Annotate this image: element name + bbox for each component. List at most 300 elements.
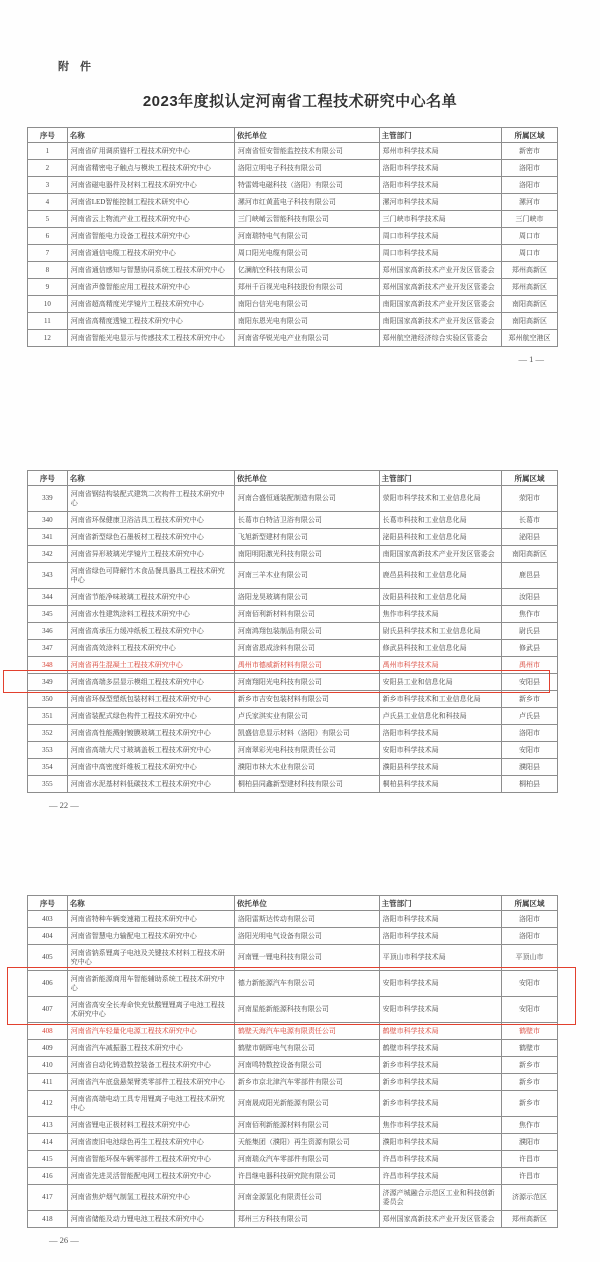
table-row	[28, 691, 558, 708]
cell-seq: 404	[28, 928, 68, 945]
table-row	[28, 262, 558, 279]
cell-seq: 4	[28, 194, 68, 211]
table-header	[28, 471, 558, 486]
cell-dept: 南阳国家高新技术产业开发区管委会	[379, 296, 501, 313]
cell-region: 安阳县	[501, 674, 557, 691]
cell-unit: 南阳台信光电有限公司	[234, 296, 379, 313]
cell-unit: 郑州千百视光电科技股份有限公司	[234, 279, 379, 296]
cell-region: 新乡市	[501, 1057, 557, 1074]
cell-name: 河南省超高精度光学镜片工程技术研究中心	[67, 296, 234, 313]
cell-name: 河南省高端多层显示模组工程技术研究中心	[67, 674, 234, 691]
cell-name: 河南省通信电缆工程技术研究中心	[67, 245, 234, 262]
cell-seq: 417	[28, 1185, 68, 1211]
cell-name: 河南省自动化铸造数控装备工程技术研究中心	[67, 1057, 234, 1074]
cell-name: 河南省汽车底盘悬架臂类零部件工程技术研究中心	[67, 1074, 234, 1091]
cell-region: 洛阳市	[501, 928, 557, 945]
cell-name: 河南省磁电器件及材料工程技术研究中心	[67, 177, 234, 194]
column-header-dept: 主管部门	[379, 896, 501, 911]
cell-name: 河南省高精度透镜工程技术研究中心	[67, 313, 234, 330]
results-table	[27, 895, 558, 1228]
cell-name: 河南省高效涂料工程技术研究中心	[67, 640, 234, 657]
table-header	[28, 896, 558, 911]
cell-name: 河南省钢结构装配式建筑二次构件工程技术研究中心	[67, 486, 234, 512]
table-row	[28, 945, 558, 971]
cell-unit: 濮阳市林大木业有限公司	[234, 759, 379, 776]
cell-region: 焦作市	[501, 1117, 557, 1134]
cell-dept: 新乡市科学技术局	[379, 1074, 501, 1091]
cell-dept: 新乡市科学技术局	[379, 1091, 501, 1117]
cell-unit: 特雷姆电磁科技（洛阳）有限公司	[234, 177, 379, 194]
cell-seq: 8	[28, 262, 68, 279]
table-row	[28, 708, 558, 725]
table-row	[28, 486, 558, 512]
table-wrap	[27, 895, 558, 1228]
table-row	[28, 928, 558, 945]
cell-region: 洛阳市	[501, 911, 557, 928]
cell-region: 卢氏县	[501, 708, 557, 725]
cell-dept: 安阳县工业和信息化局	[379, 674, 501, 691]
cell-dept: 洛阳市科学技术局	[379, 725, 501, 742]
cell-dept: 洛阳市科学技术局	[379, 177, 501, 194]
cell-name: 河南省高端大尺寸玻璃盖板工程技术研究中心	[67, 742, 234, 759]
cell-region: 洛阳市	[501, 725, 557, 742]
cell-name: 河南省锂电正极材料工程技术研究中心	[67, 1117, 234, 1134]
cell-unit: 河南晟成阳光新能源有限公司	[234, 1091, 379, 1117]
cell-region: 桐柏县	[501, 776, 557, 793]
cell-seq: 1	[28, 143, 68, 160]
column-header-name: 名称	[67, 128, 234, 143]
cell-region: 周口市	[501, 228, 557, 245]
column-header-region: 所属区域	[501, 128, 557, 143]
table-row	[28, 177, 558, 194]
cell-unit: 德力新能源汽车有限公司	[234, 971, 379, 997]
cell-dept: 郑州国家高新技术产业开发区管委会	[379, 279, 501, 296]
cell-region: 济源示范区	[501, 1185, 557, 1211]
cell-name: 河南省环保健康卫浴洁具工程技术研究中心	[67, 512, 234, 529]
cell-seq: 403	[28, 911, 68, 928]
table-row	[28, 1023, 558, 1040]
table-body	[28, 143, 558, 347]
cell-region: 南阳高新区	[501, 296, 557, 313]
table-row	[28, 606, 558, 623]
table-row	[28, 160, 558, 177]
cell-region: 濮阳市	[501, 1134, 557, 1151]
cell-seq: 418	[28, 1211, 68, 1228]
cell-seq: 342	[28, 546, 68, 563]
table-row	[28, 1040, 558, 1057]
cell-dept: 洛阳市科学技术局	[379, 911, 501, 928]
cell-region: 新乡市	[501, 1091, 557, 1117]
cell-region: 南阳高新区	[501, 546, 557, 563]
cell-dept: 长葛市科技和工业信息化局	[379, 512, 501, 529]
cell-unit: 河南三羊木业有限公司	[234, 563, 379, 589]
cell-unit: 河南翔阳光电科技有限公司	[234, 674, 379, 691]
cell-region: 洛阳市	[501, 177, 557, 194]
cell-dept: 禹州市科学技术局	[379, 657, 501, 674]
cell-name: 河南省智慧电力输配电工程技术研究中心	[67, 928, 234, 945]
cell-unit: 洛阳立明电子科技有限公司	[234, 160, 379, 177]
cell-seq: 9	[28, 279, 68, 296]
cell-name: 河南省智能光电显示与传感技术工程技术研究中心	[67, 330, 234, 347]
cell-name: 河南省再生混凝土工程技术研究中心	[67, 657, 234, 674]
table-section-page26	[27, 895, 558, 1245]
cell-dept: 安阳市科学技术局	[379, 997, 501, 1023]
results-table	[27, 127, 558, 347]
cell-seq: 416	[28, 1168, 68, 1185]
cell-name: 河南省高安全长寿命快充钛酸锂锂离子电池工程技术研究中心	[67, 997, 234, 1023]
cell-unit: 河南瑞特电气有限公司	[234, 228, 379, 245]
cell-dept: 泌阳县科技和工业信息化局	[379, 529, 501, 546]
table-row	[28, 1185, 558, 1211]
cell-unit: 河南合盛恒通装配制造有限公司	[234, 486, 379, 512]
cell-seq: 406	[28, 971, 68, 997]
cell-seq: 405	[28, 945, 68, 971]
cell-dept: 郑州航空港经济综合实验区管委会	[379, 330, 501, 347]
cell-unit: 天能集团（濮阳）再生资源有限公司	[234, 1134, 379, 1151]
cell-dept: 周口市科学技术局	[379, 228, 501, 245]
cell-unit: 亿澜航空科技有限公司	[234, 262, 379, 279]
cell-unit: 洛阳光明电气设备有限公司	[234, 928, 379, 945]
cell-seq: 11	[28, 313, 68, 330]
cell-name: 河南省智能环保车辆零部件工程技术研究中心	[67, 1151, 234, 1168]
cell-dept: 焦作市科学技术局	[379, 1117, 501, 1134]
cell-unit: 鹤壁天海汽车电源有限责任公司	[234, 1023, 379, 1040]
cell-region: 许昌市	[501, 1151, 557, 1168]
table-row	[28, 776, 558, 793]
cell-unit: 河南鸿翔包装制品有限公司	[234, 623, 379, 640]
table-row	[28, 1117, 558, 1134]
results-table	[27, 470, 558, 793]
cell-dept: 鹿邑县科技和工业信息化局	[379, 563, 501, 589]
cell-name: 河南省异形玻璃光学镜片工程技术研究中心	[67, 546, 234, 563]
cell-seq: 12	[28, 330, 68, 347]
cell-dept: 许昌市科学技术局	[379, 1151, 501, 1168]
table-row	[28, 211, 558, 228]
cell-unit: 河南翠彩光电科技有限责任公司	[234, 742, 379, 759]
cell-name: 河南省矿用调质锚杆工程技术研究中心	[67, 143, 234, 160]
column-header-region: 所属区域	[501, 896, 557, 911]
cell-seq: 352	[28, 725, 68, 742]
table-row	[28, 997, 558, 1023]
cell-unit: 凯盛信息显示材料（洛阳）有限公司	[234, 725, 379, 742]
table-row	[28, 589, 558, 606]
table-row	[28, 759, 558, 776]
cell-name: 河南省智能电力设备工程技术研究中心	[67, 228, 234, 245]
cell-unit: 南阳东恩光电有限公司	[234, 313, 379, 330]
column-header-name: 名称	[67, 471, 234, 486]
cell-dept: 新乡市科学技术和工业信息化局	[379, 691, 501, 708]
cell-unit: 卢氏家淇实业有限公司	[234, 708, 379, 725]
cell-region: 濮阳县	[501, 759, 557, 776]
cell-seq: 354	[28, 759, 68, 776]
cell-region: 泌阳县	[501, 529, 557, 546]
table-row	[28, 313, 558, 330]
table-header	[28, 128, 558, 143]
cell-seq: 348	[28, 657, 68, 674]
cell-unit: 鹤壁市朝晖电气有限公司	[234, 1040, 379, 1057]
cell-dept: 焦作市科学技术局	[379, 606, 501, 623]
cell-region: 焦作市	[501, 606, 557, 623]
cell-dept: 濮阳市科学技术局	[379, 1134, 501, 1151]
table-row	[28, 529, 558, 546]
cell-unit: 三门峡崤云智能科技有限公司	[234, 211, 379, 228]
cell-region: 南阳高新区	[501, 313, 557, 330]
table-row	[28, 623, 558, 640]
cell-seq: 412	[28, 1091, 68, 1117]
cell-name: 河南省通信感知与智慧协同系统工程技术研究中心	[67, 262, 234, 279]
cell-seq: 346	[28, 623, 68, 640]
table-wrap	[27, 127, 558, 347]
header-row	[28, 471, 558, 486]
cell-region: 安阳市	[501, 742, 557, 759]
header-row	[28, 896, 558, 911]
cell-seq: 353	[28, 742, 68, 759]
cell-region: 郑州航空港区	[501, 330, 557, 347]
table-row	[28, 657, 558, 674]
cell-seq: 355	[28, 776, 68, 793]
cell-seq: 3	[28, 177, 68, 194]
cell-region: 鹿邑县	[501, 563, 557, 589]
cell-region: 安阳市	[501, 971, 557, 997]
cell-name: 河南省声像智能应用工程技术研究中心	[67, 279, 234, 296]
table-row	[28, 512, 558, 529]
table-row	[28, 296, 558, 313]
cell-seq: 410	[28, 1057, 68, 1074]
cell-unit: 河南省恒安智能监控技术有限公司	[234, 143, 379, 160]
cell-name: 河南省特种车辆变速箱工程技术研究中心	[67, 911, 234, 928]
cell-unit: 新乡市京北津汽车零部件有限公司	[234, 1074, 379, 1091]
cell-name: 河南省新型绿色石墨板材工程技术研究中心	[67, 529, 234, 546]
column-header-seq: 序号	[28, 471, 68, 486]
cell-name: 河南省先进灵活智能配电网工程技术研究中心	[67, 1168, 234, 1185]
cell-seq: 6	[28, 228, 68, 245]
cell-seq: 10	[28, 296, 68, 313]
cell-dept: 安阳市科学技术局	[379, 742, 501, 759]
table-row	[28, 330, 558, 347]
cell-name: 河南省LED智能控制工程技术研究中心	[67, 194, 234, 211]
column-header-seq: 序号	[28, 896, 68, 911]
table-row	[28, 742, 558, 759]
cell-unit: 南阳明阳激光科技有限公司	[234, 546, 379, 563]
cell-region: 汝阳县	[501, 589, 557, 606]
header-row	[28, 128, 558, 143]
cell-region: 安阳市	[501, 997, 557, 1023]
document-title: 2023年度拟认定河南省工程技术研究中心名单	[142, 93, 458, 110]
table-row	[28, 674, 558, 691]
cell-region: 鹤壁市	[501, 1040, 557, 1057]
cell-dept: 洛阳市科学技术局	[379, 160, 501, 177]
cell-seq: 343	[28, 563, 68, 589]
cell-unit: 许昌继电器科技研究院有限公司	[234, 1168, 379, 1185]
table-row	[28, 279, 558, 296]
cell-name: 河南省新能源商用车智能辅助系统工程技术研究中心	[67, 971, 234, 997]
cell-unit: 河南金源氢化有限责任公司	[234, 1185, 379, 1211]
cell-seq: 414	[28, 1134, 68, 1151]
column-header-unit: 依托单位	[234, 128, 379, 143]
cell-name: 河南省高端电动工具专用锂离子电池工程技术研究中心	[67, 1091, 234, 1117]
cell-dept: 修武县科技和工业信息化局	[379, 640, 501, 657]
cell-region: 禹州市	[501, 657, 557, 674]
cell-name: 河南省汽车减振器工程技术研究中心	[67, 1040, 234, 1057]
cell-unit: 河南瑞众汽车零部件有限公司	[234, 1151, 379, 1168]
cell-seq: 5	[28, 211, 68, 228]
cell-region: 郑州高新区	[501, 279, 557, 296]
cell-unit: 飞旭新型建材有限公司	[234, 529, 379, 546]
column-header-unit: 依托单位	[234, 471, 379, 486]
cell-seq: 341	[28, 529, 68, 546]
cell-unit: 新乡市吉安包装材料有限公司	[234, 691, 379, 708]
cell-seq: 2	[28, 160, 68, 177]
column-header-region: 所属区域	[501, 471, 557, 486]
cell-unit: 河南省恩成涂料有限公司	[234, 640, 379, 657]
cell-name: 河南省储能及动力锂电池工程技术研究中心	[67, 1211, 234, 1228]
table-row	[28, 1168, 558, 1185]
cell-region: 漯河市	[501, 194, 557, 211]
cell-dept: 鹤壁市科学技术局	[379, 1023, 501, 1040]
table-row	[28, 1057, 558, 1074]
table-row	[28, 725, 558, 742]
cell-region: 郑州高新区	[501, 262, 557, 279]
table-section-page1	[27, 127, 558, 364]
cell-region: 长葛市	[501, 512, 557, 529]
table-body	[28, 486, 558, 793]
cell-region: 尉氏县	[501, 623, 557, 640]
cell-region: 鹤壁市	[501, 1023, 557, 1040]
cell-seq: 411	[28, 1074, 68, 1091]
cell-unit: 洛阳龙昊玻璃有限公司	[234, 589, 379, 606]
column-header-unit: 依托单位	[234, 896, 379, 911]
table-row	[28, 1134, 558, 1151]
cell-dept: 三门峡市科学技术局	[379, 211, 501, 228]
cell-dept: 汝阳县科技和工业信息化局	[379, 589, 501, 606]
cell-dept: 鹤壁市科学技术局	[379, 1040, 501, 1057]
cell-dept: 郑州国家高新技术产业开发区管委会	[379, 262, 501, 279]
cell-seq: 413	[28, 1117, 68, 1134]
cell-dept: 南阳国家高新技术产业开发区管委会	[379, 546, 501, 563]
table-section-page22	[27, 470, 558, 810]
cell-dept: 南阳国家高新技术产业开发区管委会	[379, 313, 501, 330]
page-number: — 1 —	[518, 354, 544, 364]
table-row	[28, 1091, 558, 1117]
cell-name: 河南省环保型塑纸包装材料工程技术研究中心	[67, 691, 234, 708]
cell-unit: 河南省华锐光电产业有限公司	[234, 330, 379, 347]
cell-seq: 351	[28, 708, 68, 725]
cell-seq: 349	[28, 674, 68, 691]
table-row	[28, 1074, 558, 1091]
cell-unit: 周口阳光电缆有限公司	[234, 245, 379, 262]
cell-name: 河南省钠系锂离子电池及关键技术材料工程技术研究中心	[67, 945, 234, 971]
cell-seq: 340	[28, 512, 68, 529]
cell-name: 河南省精密电子触点与模块工程技术研究中心	[67, 160, 234, 177]
cell-region: 许昌市	[501, 1168, 557, 1185]
cell-dept: 漯河市科学技术局	[379, 194, 501, 211]
cell-seq: 345	[28, 606, 68, 623]
cell-dept: 平顶山市科学技术局	[379, 945, 501, 971]
cell-name: 河南省水泥基材料低碳技术工程技术研究中心	[67, 776, 234, 793]
column-header-name: 名称	[67, 896, 234, 911]
cell-dept: 荥阳市科学技术和工业信息化局	[379, 486, 501, 512]
table-row	[28, 563, 558, 589]
cell-dept: 尉氏县科学技术和工业信息化局	[379, 623, 501, 640]
cell-dept: 许昌市科学技术局	[379, 1168, 501, 1185]
cell-name: 河南省绿色可降解竹木食品餐具器具工程技术研究中心	[67, 563, 234, 589]
cell-dept: 郑州国家高新技术产业开发区管委会	[379, 1211, 501, 1228]
cell-dept: 安阳市科学技术局	[379, 971, 501, 997]
cell-seq: 415	[28, 1151, 68, 1168]
attachment-label: 附 件	[58, 61, 96, 73]
cell-name: 河南省装配式绿色构件工程技术研究中心	[67, 708, 234, 725]
cell-unit: 漯河市红黄蓝电子科技有限公司	[234, 194, 379, 211]
cell-seq: 407	[28, 997, 68, 1023]
table-row	[28, 546, 558, 563]
cell-seq: 408	[28, 1023, 68, 1040]
cell-region: 郑州高新区	[501, 1211, 557, 1228]
table-row	[28, 228, 558, 245]
cell-unit: 郑州三方科技有限公司	[234, 1211, 379, 1228]
cell-region: 洛阳市	[501, 160, 557, 177]
cell-dept: 新乡市科学技术局	[379, 1057, 501, 1074]
column-header-seq: 序号	[28, 128, 68, 143]
cell-name: 河南省汽车轻量化电源工程技术研究中心	[67, 1023, 234, 1040]
cell-region: 周口市	[501, 245, 557, 262]
cell-region: 修武县	[501, 640, 557, 657]
cell-region: 新密市	[501, 143, 557, 160]
cell-dept: 桐柏县科学技术局	[379, 776, 501, 793]
table-wrap	[27, 470, 558, 793]
cell-name: 河南省废旧电池绿色再生工程技术研究中心	[67, 1134, 234, 1151]
column-header-dept: 主管部门	[379, 471, 501, 486]
table-row	[28, 143, 558, 160]
table-row	[28, 1151, 558, 1168]
cell-name: 河南省高承压力缓冲纸板工程技术研究中心	[67, 623, 234, 640]
cell-seq: 409	[28, 1040, 68, 1057]
table-row	[28, 640, 558, 657]
cell-name: 河南省焦炉烟气制氢工程技术研究中心	[67, 1185, 234, 1211]
cell-name: 河南省高性能溅射镀膜玻璃工程技术研究中心	[67, 725, 234, 742]
cell-seq: 339	[28, 486, 68, 512]
table-row	[28, 911, 558, 928]
cell-region: 新乡市	[501, 691, 557, 708]
cell-name: 河南省中高密度纤维板工程技术研究中心	[67, 759, 234, 776]
page-number: — 22 —	[49, 800, 79, 810]
cell-dept: 济源产城融合示范区工业和科技创新委员会	[379, 1185, 501, 1211]
cell-unit: 禹州市德威新材料有限公司	[234, 657, 379, 674]
cell-seq: 7	[28, 245, 68, 262]
cell-region: 三门峡市	[501, 211, 557, 228]
cell-unit: 河南佰利新能源材料有限公司	[234, 1117, 379, 1134]
column-header-dept: 主管部门	[379, 128, 501, 143]
cell-seq: 344	[28, 589, 68, 606]
table-body	[28, 911, 558, 1228]
cell-unit: 桐柏县同鑫新型建材科技有限公司	[234, 776, 379, 793]
cell-dept: 周口市科学技术局	[379, 245, 501, 262]
cell-unit: 长葛市白特洁卫浴有限公司	[234, 512, 379, 529]
cell-name: 河南省水性建筑涂料工程技术研究中心	[67, 606, 234, 623]
cell-name: 河南省云上物流产业工程技术研究中心	[67, 211, 234, 228]
table-row	[28, 245, 558, 262]
cell-seq: 347	[28, 640, 68, 657]
cell-region: 新乡市	[501, 1074, 557, 1091]
cell-dept: 郑州市科学技术局	[379, 143, 501, 160]
table-row	[28, 194, 558, 211]
cell-dept: 濮阳县科学技术局	[379, 759, 501, 776]
cell-unit: 河南星能新能源科技有限公司	[234, 997, 379, 1023]
cell-unit: 河南鸣特数控设备有限公司	[234, 1057, 379, 1074]
cell-dept: 洛阳市科学技术局	[379, 928, 501, 945]
cell-region: 平顶山市	[501, 945, 557, 971]
cell-unit: 洛阳雷斯达传动有限公司	[234, 911, 379, 928]
page-number: — 26 —	[49, 1235, 79, 1245]
